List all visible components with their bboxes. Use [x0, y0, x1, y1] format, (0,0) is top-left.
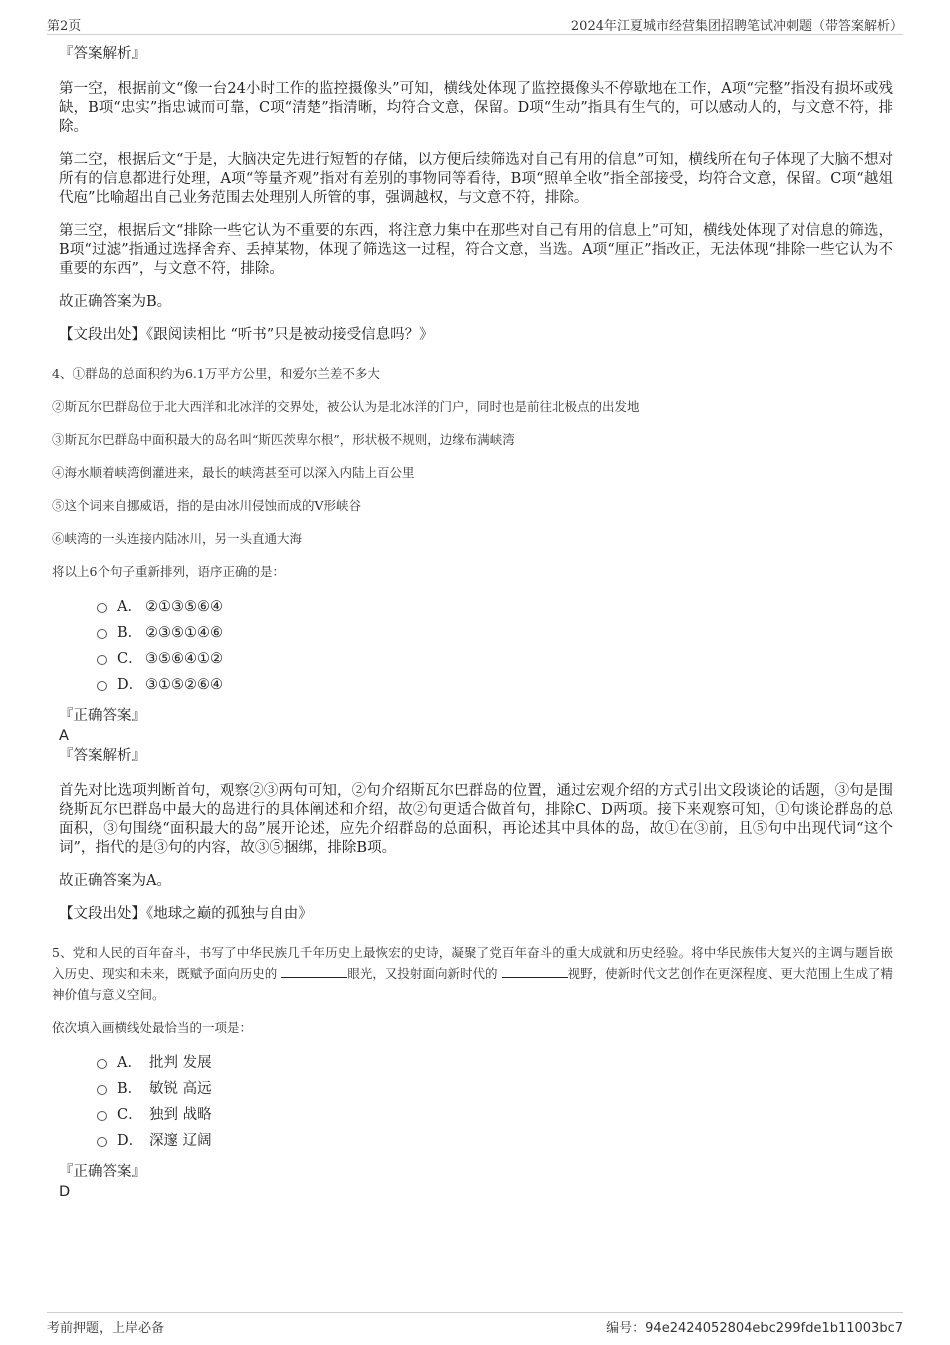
q5-options — [97, 1050, 893, 1154]
q3-source: 【文段出处】《跟阅读相比 “听书”只是被动接受信息吗？》 — [59, 327, 434, 343]
radio-icon[interactable] — [97, 1137, 107, 1147]
q3-analysis-para-1: 第一空，根据前文“像一台24小时工作的监控摄像头”可知，横线处体现了监控摄像头不停歇地在工作，A项“完整”指没有损坏或残缺，B项“忠实”指忠诚而可靠，C项“清楚”指清晰，均符合文意，保留。D项“生动”指具有生气的，可以感动人的，与文意不符，排除。 — [59, 81, 893, 135]
q4-line-3: ③斯瓦尔巴群岛中面积最大的岛名叫“斯匹茨卑尔根”，形状极不规则，边缘布满峡湾 — [52, 432, 515, 447]
document-code: 编号：94e2424052804ebc299fde1b11003bc7 — [606, 1321, 903, 1336]
q5-answer: D — [59, 1184, 71, 1200]
radio-icon[interactable] — [97, 629, 107, 639]
q5-stem: 5、党和人民的百年奋斗，书写了中华民族几千年历史上最恢宏的史诗，凝聚了党百年奋斗的重大成就和历史经验。将中华民族伟大复兴的主调与题旨嵌入历史、现实和未来，既赋予面向历史的 眼光，又投射面向新时代的 视野，使新时代文艺创作在更深程度、更大范围上生成了精神价值与意义空间。 — [52, 945, 893, 1002]
q5-option-b[interactable]: B． 敏锐 高远 — [97, 1076, 893, 1102]
radio-icon[interactable] — [97, 681, 107, 691]
q4-prompt: 将以上6个句子重新排列，语序正确的是： — [52, 564, 285, 579]
q4-conclusion: 故正确答案为A。 — [59, 873, 171, 889]
page-header — [47, 14, 903, 35]
page-footer — [47, 1312, 903, 1337]
radio-icon[interactable] — [97, 1085, 107, 1095]
q5-option-a[interactable]: A． 批判 发展 — [97, 1050, 893, 1076]
q5-option-d[interactable]: D． 深邃 辽阔 — [97, 1128, 893, 1154]
q4-answer-label: 『正确答案』 — [59, 708, 146, 724]
q4-line-5: ⑤这个词来自挪威语，指的是由冰川侵蚀而成的V形峡谷 — [52, 498, 362, 513]
q4-line-4: ④海水顺着峡湾倒灌进来，最长的峡湾甚至可以深入内陆上百公里 — [52, 465, 415, 480]
q4-analysis-label: 『答案解析』 — [59, 748, 146, 764]
q4-option-b[interactable]: B． ②③⑤①④⑥ — [97, 620, 893, 646]
q4-line-6: ⑥峡湾的一头连接内陆冰川，另一头直通大海 — [52, 531, 303, 546]
footer-slogan: 考前押题，上岸必备 — [47, 1321, 165, 1336]
blank-2 — [502, 965, 568, 978]
q4-option-a[interactable]: A． ②①③⑤⑥④ — [97, 594, 893, 620]
q4-source: 【文段出处】《地球之巅的孤独与自由》 — [59, 906, 313, 922]
page-content — [52, 44, 893, 1208]
q4-option-d[interactable]: D． ③①⑤②⑥④ — [97, 672, 893, 698]
q4-line-1: 4、①群岛的总面积约为6.1万平方公里，和爱尔兰差不多大 — [52, 366, 380, 381]
q5-option-c[interactable]: C． 独到 战略 — [97, 1102, 893, 1128]
radio-icon[interactable] — [97, 603, 107, 613]
q4-options — [97, 594, 893, 698]
q5-answer-label: 『正确答案』 — [59, 1164, 146, 1180]
q3-conclusion: 故正确答案为B。 — [59, 294, 172, 310]
q3-analysis-label: 『答案解析』 — [59, 46, 146, 62]
q4-analysis-para: 首先对比选项判断首句，观察②③两句可知，②句介绍斯瓦尔巴群岛的位置，通过宏观介绍的方式引出文段谈论的话题，③句是围绕斯瓦尔巴群岛中最大的岛进行的具体阐述和介绍，故②句更适合做首句，排除C、D两项。接下来观察可知，①句谈论群岛的总面积，③句围绕“面积最大的岛”展开论述，应先介绍群岛的总面积，再论述其中具体的岛，故①在③前，且⑤句中出现代词“这个词”，指代的是③句的内容，故③⑤捆绑，排除B项。 — [59, 783, 893, 856]
radio-icon[interactable] — [97, 1111, 107, 1121]
blank-1 — [281, 965, 347, 978]
q5-prompt: 依次填入画横线处最恰当的一项是： — [52, 1020, 253, 1035]
q4-option-c[interactable]: C． ③⑤⑥④①② — [97, 646, 893, 672]
page-number: 第2页 — [47, 19, 82, 34]
question-4 — [52, 363, 893, 582]
q4-answer: A — [59, 728, 69, 744]
radio-icon[interactable] — [97, 655, 107, 665]
q3-analysis-para-3: 第三空，根据后文“排除一些它认为不重要的东西，将注意力集中在那些对自己有用的信息上”可知，横线处体现了对信息的筛选，B项“过滤”指通过选择舍弃、丢掉某物，体现了筛选这一过程，符合文意，当选。A项“厘正”指改正，无法体现“排除一些它认为不重要的东西”，与文意不符，排除。 — [59, 223, 893, 277]
document-title: 2024年江夏城市经营集团招聘笔试冲刺题（带答案解析） — [570, 19, 903, 34]
radio-icon[interactable] — [97, 1059, 107, 1069]
q4-line-2: ②斯瓦尔巴群岛位于北大西洋和北冰洋的交界处，被公认为是北冰洋的门户，同时也是前往北极点的出发地 — [52, 399, 640, 414]
q3-analysis-para-2: 第二空，根据后文“于是，大脑决定先进行短暂的存储，以方便后续筛选对自己有用的信息”可知，横线所在句子体现了大脑不想对所有的信息都进行处理，A项“等量齐观”指对有差别的事物同等看待，B项“照单全收”指全部接受，均符合文意，保留。C项“越俎代庖”比喻超出自己业务范围去处理别人所管的事，强调越权，与文意不符，排除。 — [59, 152, 893, 206]
